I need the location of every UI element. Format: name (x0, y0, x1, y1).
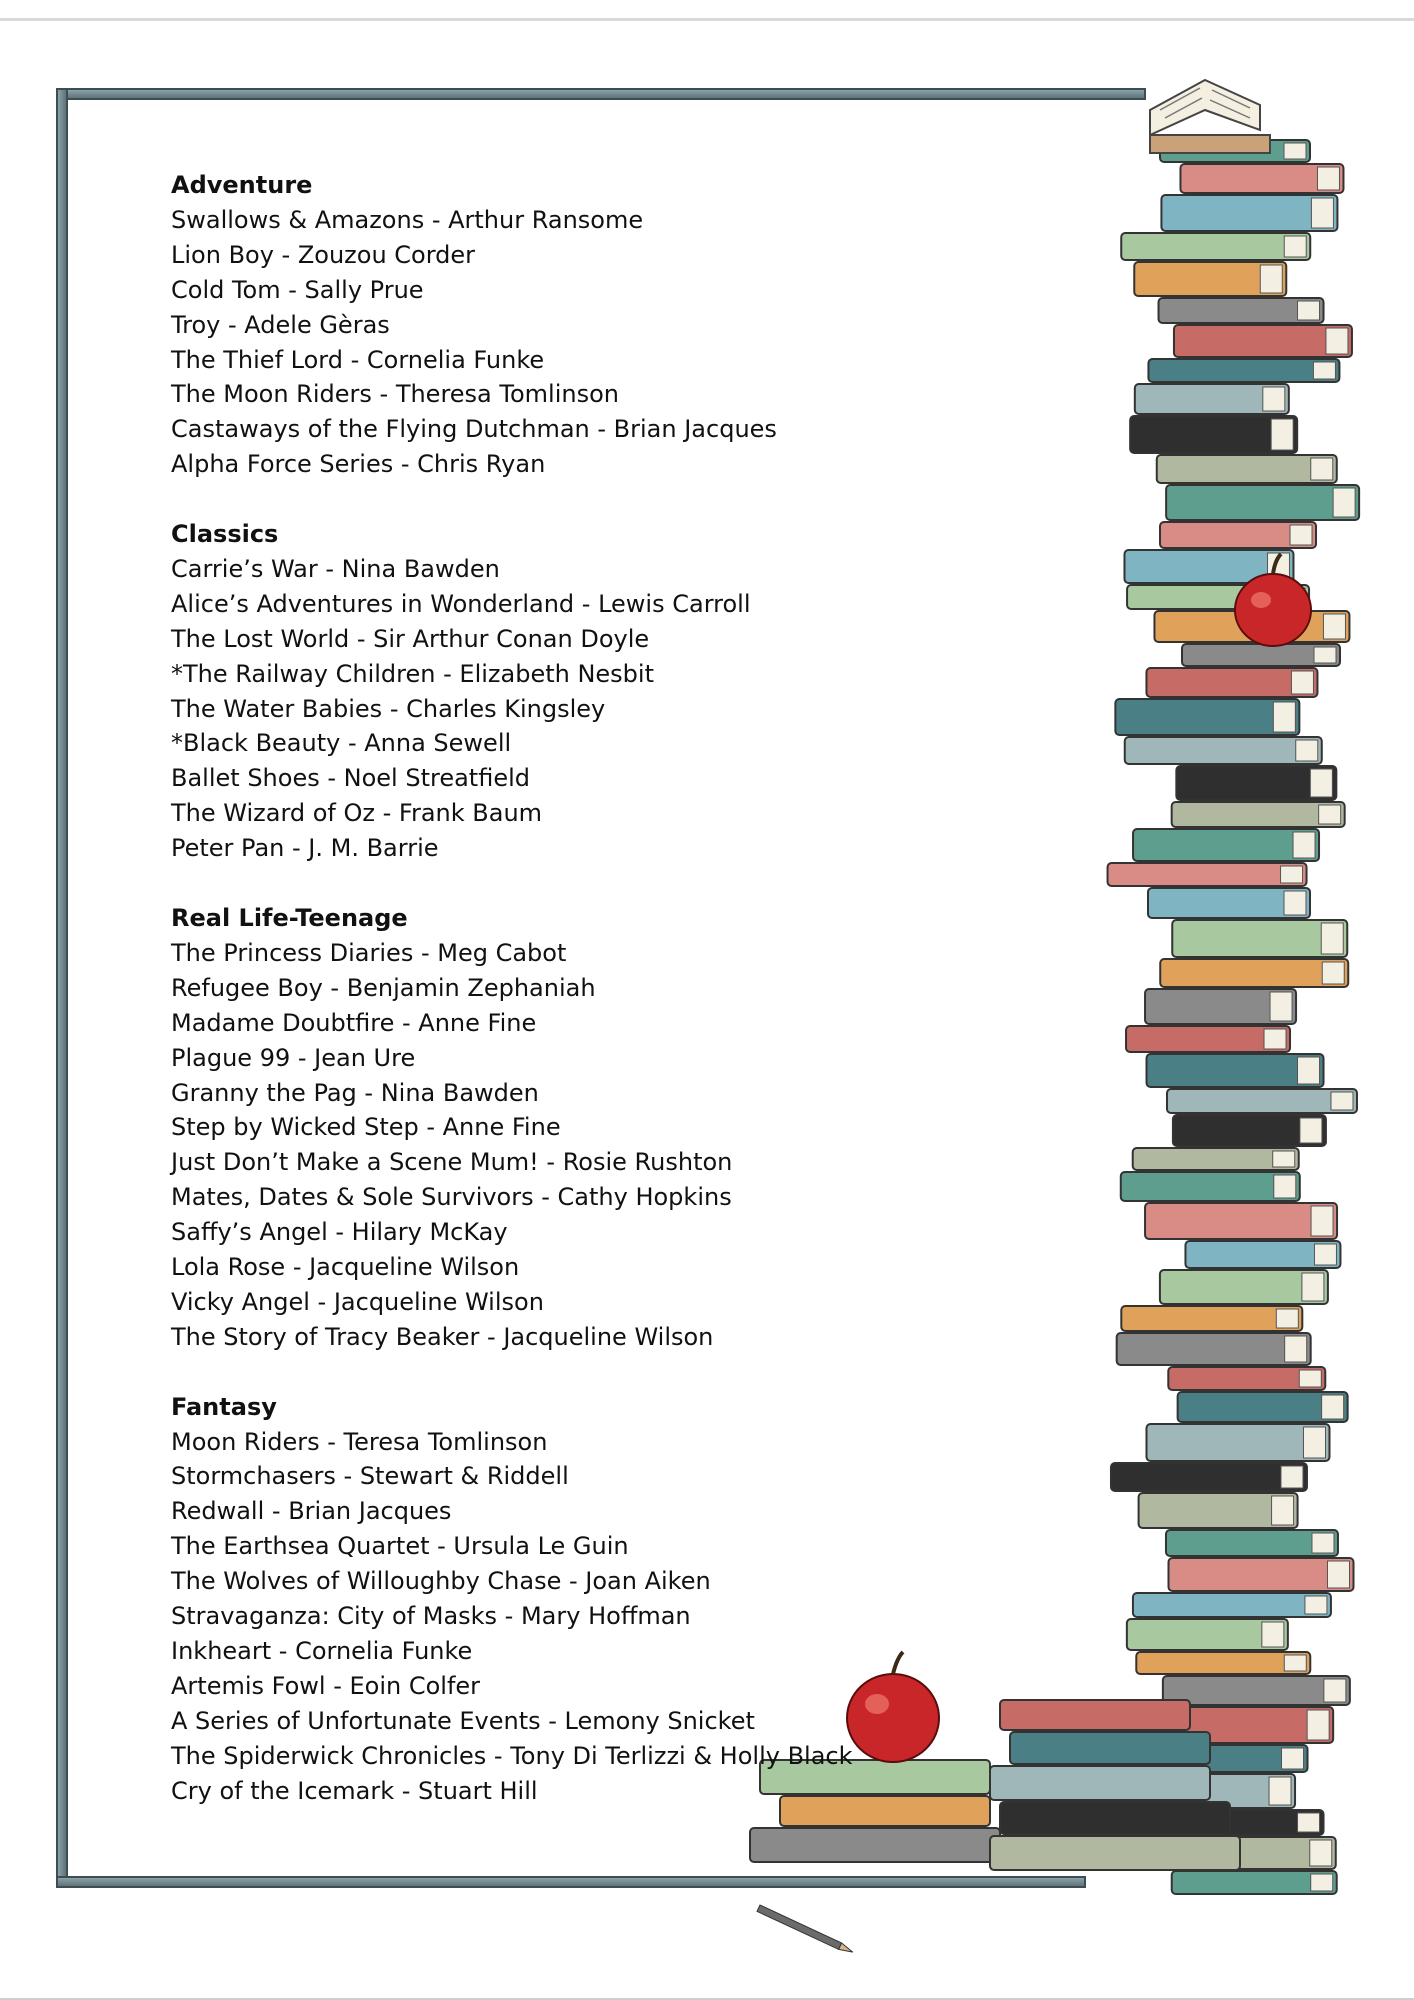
book-pages (1276, 1309, 1298, 1328)
pencil-icon (757, 1905, 854, 1955)
book-pages (1285, 1336, 1307, 1362)
book-pages (1296, 740, 1318, 761)
reading-list (171, 168, 1071, 1843)
book-item: Castaways of the Flying Dutchman - Brian Jacques (171, 415, 777, 444)
book-item: Refugee Boy - Benjamin Zephaniah (171, 973, 596, 1002)
book-item: Stravaganza: City of Masks - Mary Hoffman (171, 1602, 691, 1631)
stacked-book (1147, 1054, 1324, 1087)
book-item: Cold Tom - Sally Prue (171, 275, 424, 304)
book-item: Peter Pan - J. M. Barrie (171, 834, 439, 863)
book-pages (1303, 1427, 1325, 1458)
book-pages (1284, 236, 1306, 257)
book-pages (1326, 328, 1348, 354)
stacked-book (1163, 1676, 1350, 1705)
book-item: Lola Rose - Jacqueline Wilson (171, 1253, 520, 1282)
book-pages (1293, 832, 1315, 858)
book-pages (1311, 1206, 1333, 1236)
section-title-adventure: Adventure (171, 171, 313, 199)
book-item: Moon Riders - Teresa Tomlinson (171, 1427, 548, 1456)
book-pages (1311, 1874, 1333, 1891)
book-pages (1331, 1092, 1353, 1110)
book-pages (1300, 1118, 1322, 1143)
book-pages (1333, 488, 1355, 517)
book-item: The Earthsea Quartet - Ursula Le Guin (171, 1532, 629, 1561)
stacked-book (1111, 1463, 1307, 1491)
book-pages (1311, 458, 1333, 480)
book-pages (1319, 805, 1341, 824)
book-item: The Lost World - Sir Arthur Conan Doyle (171, 624, 650, 653)
book-pages (1262, 1622, 1284, 1647)
book-item: Vicky Angel - Jacqueline Wilson (171, 1287, 544, 1316)
book-pages (1310, 769, 1332, 797)
stacked-book (1117, 1333, 1311, 1365)
book-pages (1321, 923, 1343, 954)
section-fantasy (171, 1390, 1071, 1809)
stacked-book (1121, 1172, 1300, 1201)
book-pages (1322, 962, 1344, 984)
book-item: Madame Doubtfire - Anne Fine (171, 1008, 537, 1037)
stacked-book (1174, 325, 1352, 357)
book-item: Troy - Adele Gèras (171, 310, 390, 339)
book-pages (1299, 1370, 1321, 1387)
book-item: *Black Beauty - Anna Sewell (171, 729, 512, 758)
book-pages (1311, 198, 1333, 228)
stacked-book (1121, 233, 1310, 260)
book-item: Stormchasers - Stewart & Riddell (171, 1462, 569, 1491)
section-adventure (171, 168, 1071, 482)
book-pages (1305, 1596, 1327, 1614)
book-pages (1298, 1057, 1320, 1084)
stacked-book (1145, 1203, 1337, 1239)
book-pages (1317, 167, 1339, 190)
book-item: Just Don’t Make a Scene Mum! - Rosie Rushton (171, 1148, 733, 1177)
book-pages (1322, 1395, 1344, 1419)
stacked-book (1160, 959, 1348, 987)
book-pages (1312, 1533, 1334, 1553)
book-item: Carrie’s War - Nina Bawden (171, 554, 500, 583)
book-pages (1290, 525, 1312, 545)
book-item: Cry of the Icemark - Stuart Hill (171, 1776, 538, 1805)
book-item: Alpha Force Series - Chris Ryan (171, 450, 546, 479)
book-pages (1281, 866, 1303, 883)
book-item: Mates, Dates & Sole Survivors - Cathy Hopkins (171, 1183, 732, 1212)
book-item: The Moon Riders - Theresa Tomlinson (171, 380, 619, 409)
book-pages (1313, 362, 1335, 379)
stacked-book (1121, 1306, 1302, 1331)
book-pages (1273, 702, 1295, 732)
book-item: Lion Boy - Zouzou Corder (171, 240, 476, 269)
stacked-book (1166, 485, 1359, 520)
book-pages (1270, 992, 1292, 1021)
book-pages (1302, 1273, 1324, 1301)
open-book-top-icon (1150, 80, 1270, 153)
section-title-real-life-teenage: Real Life-Teenage (171, 904, 408, 932)
section-classics (171, 517, 1071, 866)
book-pages (1273, 1151, 1295, 1167)
book-item: Swallows & Amazons - Arthur Ransome (171, 205, 644, 234)
book-item: Artemis Fowl - Eoin Colfer (171, 1671, 481, 1700)
stacked-book (1146, 1424, 1329, 1461)
book-item: Redwall - Brian Jacques (171, 1497, 452, 1526)
section-real-life-teenage (171, 901, 1071, 1355)
book-pages (1314, 1244, 1336, 1265)
stacked-book (1115, 699, 1299, 735)
frame-left-border (56, 88, 68, 1888)
book-item: Ballet Shoes - Noel Streatfield (171, 764, 530, 793)
book-pages (1298, 301, 1320, 320)
book-pages (1327, 1561, 1349, 1588)
book-item: The Princess Diaries - Meg Cabot (171, 938, 567, 967)
book-item: The Spiderwick Chronicles - Tony Di Terlizzi & Holly Black (171, 1741, 853, 1770)
book-item: Step by Wicked Step - Anne Fine (171, 1113, 561, 1142)
book-item: The Wizard of Oz - Frank Baum (171, 799, 543, 828)
stacked-book (1168, 1558, 1353, 1591)
book-pages (1274, 1175, 1296, 1198)
book-pages (1307, 1710, 1329, 1740)
book-item: Alice’s Adventures in Wonderland - Lewis Carroll (171, 589, 751, 618)
book-pages (1271, 419, 1293, 450)
book-item: The Story of Tracy Beaker - Jacqueline Wilson (171, 1322, 714, 1351)
book-pages (1269, 1777, 1291, 1805)
book-item: The Wolves of Willoughby Chase - Joan Aiken (171, 1567, 711, 1596)
book-item: Saffy’s Angel - Hilary McKay (171, 1218, 508, 1247)
book-pages (1281, 1466, 1303, 1488)
book-pages (1264, 1029, 1286, 1049)
book-item: A Series of Unfortunate Events - Lemony Snicket (171, 1706, 755, 1735)
book-pages (1323, 614, 1345, 639)
book-item: The Water Babies - Charles Kingsley (171, 694, 606, 723)
book-pages (1284, 143, 1306, 159)
section-title-fantasy: Fantasy (171, 1392, 277, 1421)
book-pages (1314, 647, 1336, 663)
book-pages (1310, 1840, 1332, 1866)
stacked-book (1167, 1089, 1357, 1113)
stacked-book (1108, 863, 1307, 886)
book-item: *The Railway Children - Elizabeth Nesbit (171, 659, 654, 688)
stacked-book (1133, 829, 1319, 861)
book-pages (1260, 265, 1282, 293)
section-title-classics: Classics (171, 520, 279, 549)
stacked-book (1133, 1593, 1331, 1617)
book-pages (1272, 1496, 1294, 1525)
book-pages (1284, 1655, 1306, 1671)
book-item: Granny the Pag - Nina Bawden (171, 1078, 539, 1107)
book-item: Inkheart - Cornelia Funke (171, 1637, 473, 1666)
stacked-book (1148, 359, 1339, 382)
book-item: Plague 99 - Jean Ure (171, 1043, 416, 1072)
book-pages (1324, 1679, 1346, 1702)
stacked-book (1157, 455, 1337, 483)
book-pages (1291, 671, 1313, 694)
book-item: The Thief Lord - Cornelia Funke (171, 345, 545, 374)
book-pages (1298, 1813, 1320, 1832)
book-pages (1282, 1748, 1304, 1769)
book-pages (1263, 387, 1285, 411)
stacked-book (1125, 737, 1322, 764)
book-pages (1284, 891, 1306, 915)
